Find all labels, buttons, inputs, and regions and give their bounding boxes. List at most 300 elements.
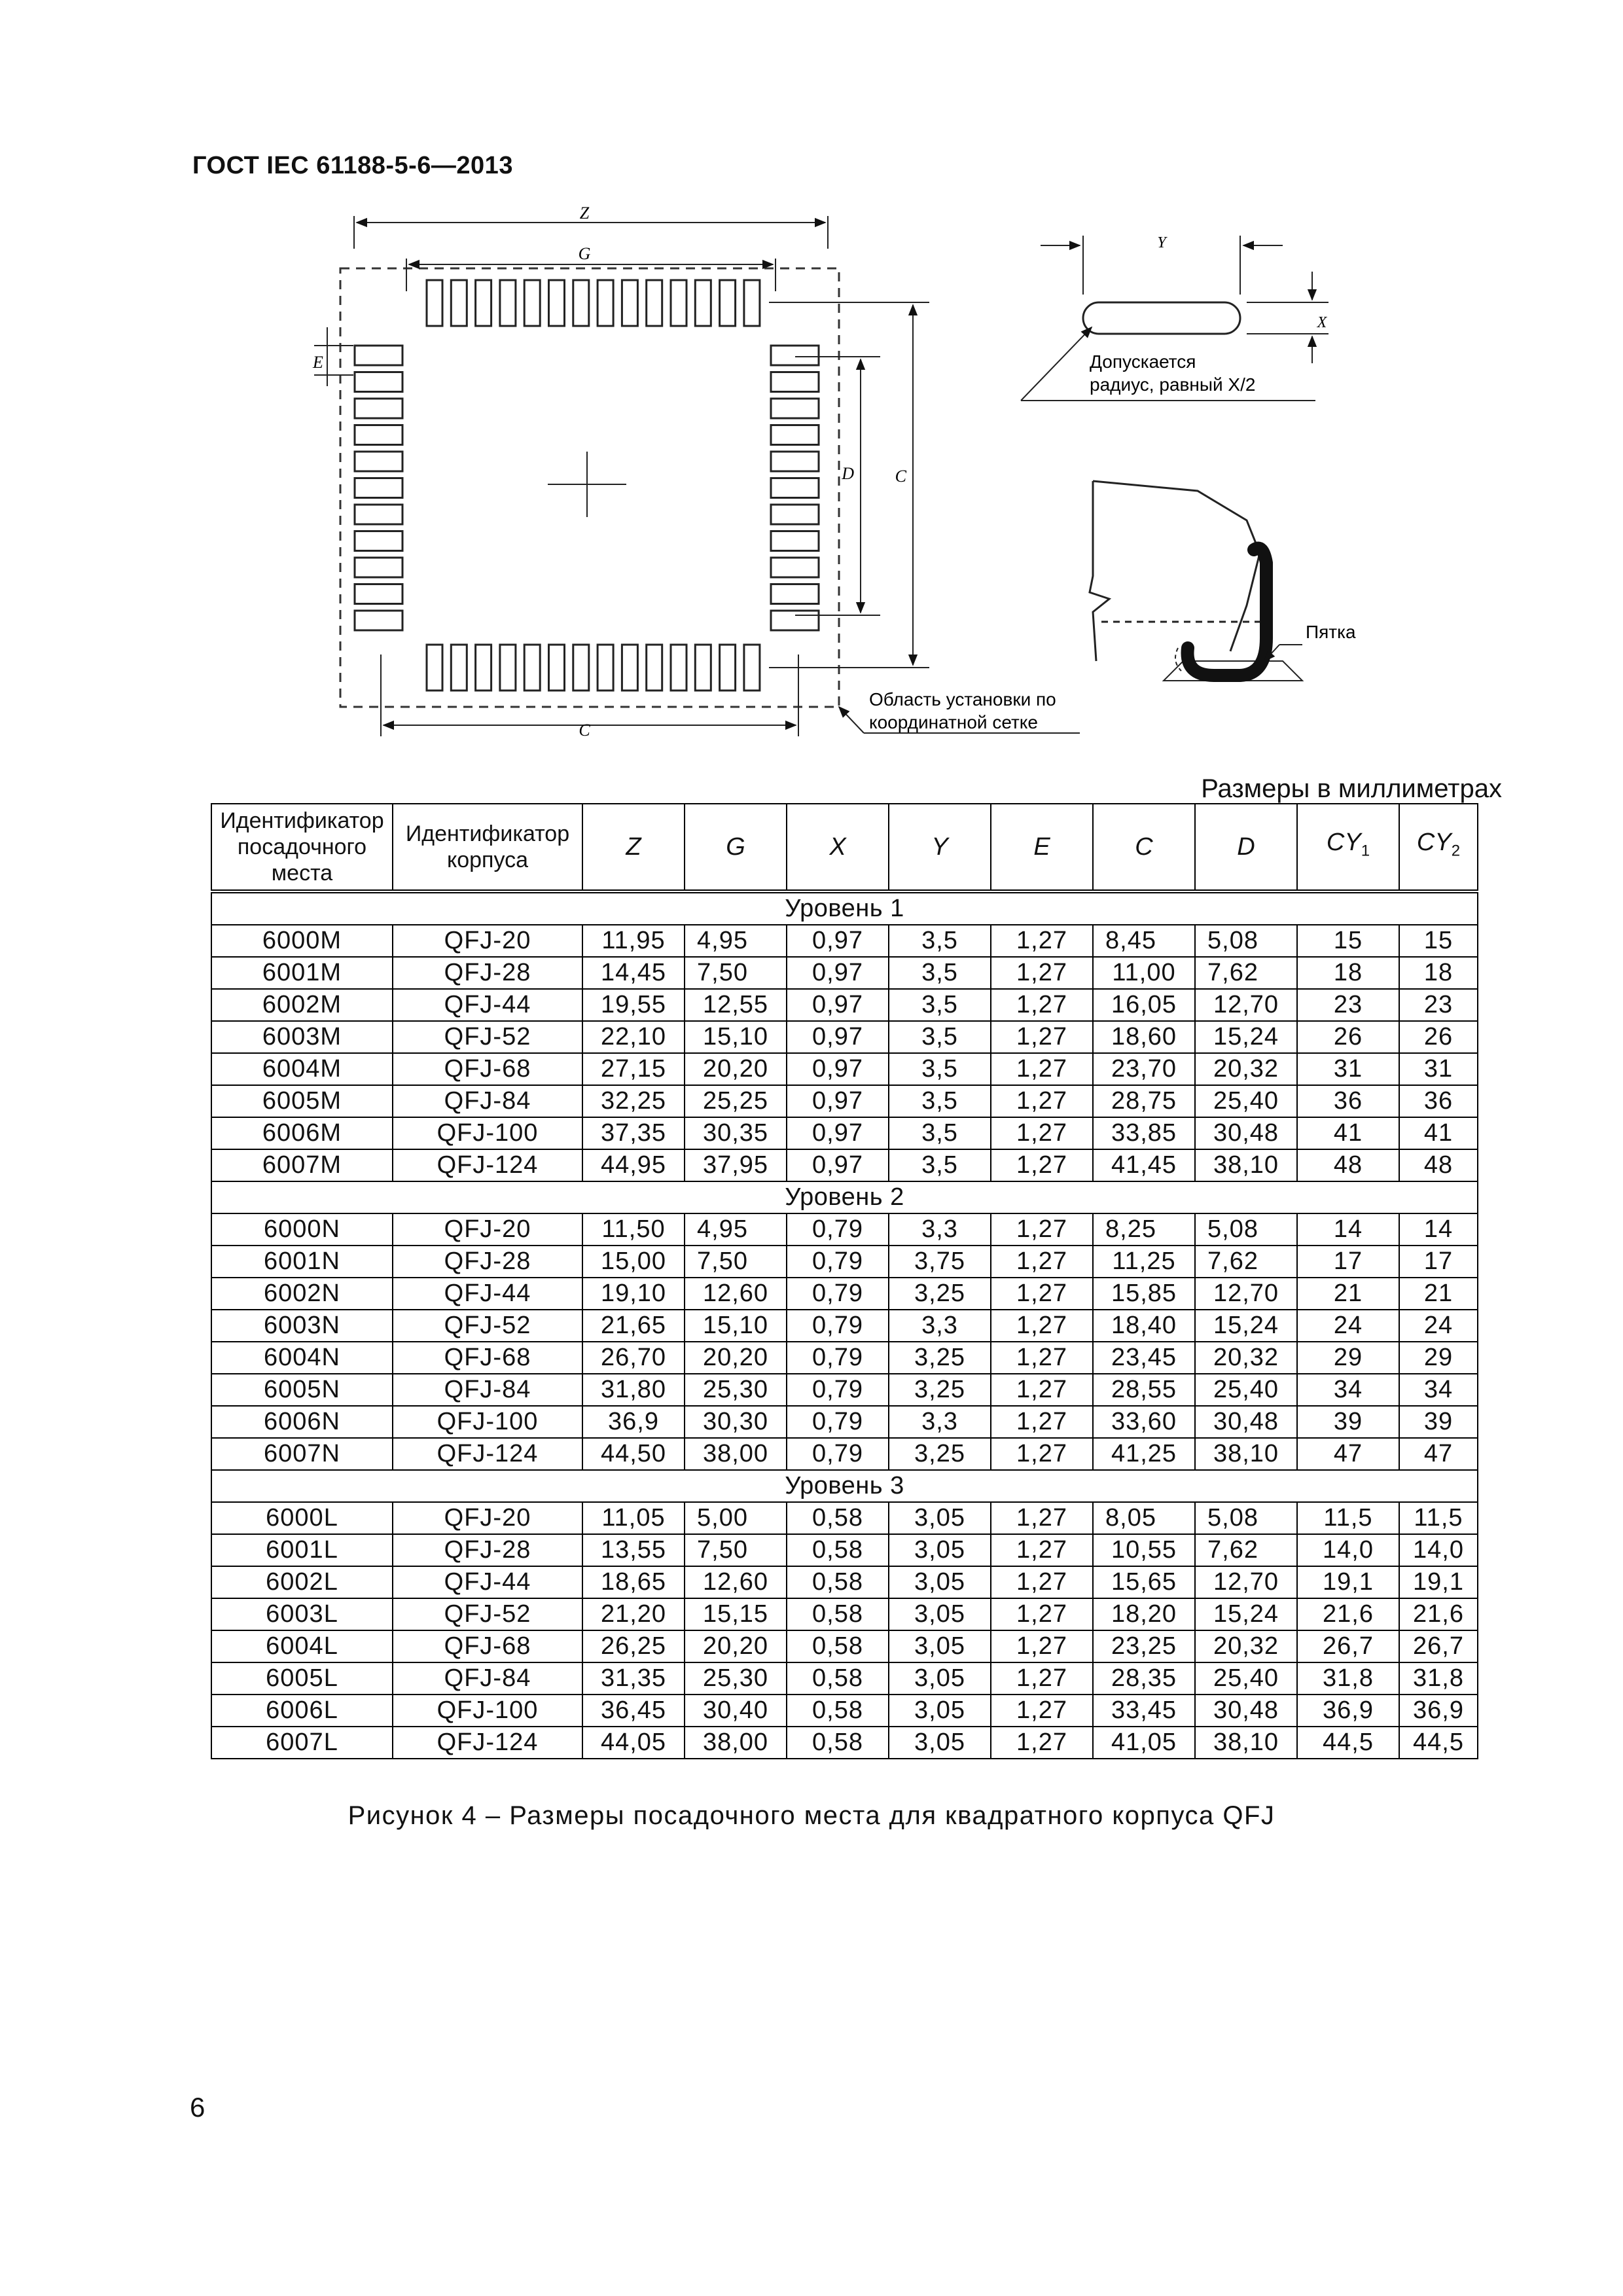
table-cell: QFJ-68 [393, 1630, 582, 1662]
table-cell: 44,5 [1399, 1727, 1478, 1759]
table-row [211, 1085, 1478, 1117]
pad [476, 280, 491, 326]
table-cell: 3,5 [889, 1021, 991, 1053]
table-cell: 44,5 [1297, 1727, 1399, 1759]
table-cell: QFJ-68 [393, 1342, 582, 1374]
col-header-cy1: $CY_1$ [1297, 804, 1399, 891]
table-row [211, 1502, 1478, 1534]
pad [597, 280, 613, 326]
table-cell: 1,27 [991, 1213, 1093, 1246]
table-cell: 21,6 [1399, 1598, 1478, 1630]
table-cell: 19,55 [582, 989, 685, 1021]
table-cell: 36 [1297, 1085, 1399, 1117]
table-row [211, 1278, 1478, 1310]
table-cell: QFJ-52 [393, 1310, 582, 1342]
table-cell: 44,50 [582, 1438, 685, 1470]
table-cell: 15,24 [1195, 1598, 1297, 1630]
table-cell: 15 [1297, 925, 1399, 957]
pad [720, 645, 736, 691]
pad [720, 280, 736, 326]
table-cell: 30,48 [1195, 1406, 1297, 1438]
table-cell: 3,05 [889, 1598, 991, 1630]
table-cell: 41 [1297, 1117, 1399, 1149]
pad [622, 645, 637, 691]
table-cell: 41,25 [1093, 1438, 1195, 1470]
table-cell: 15,10 [685, 1310, 787, 1342]
note-heel: Пятка [1306, 622, 1356, 642]
table-cell: 31,8 [1399, 1662, 1478, 1695]
table-cell: 22,10 [582, 1021, 685, 1053]
table-cell: QFJ-28 [393, 957, 582, 989]
table-cell: 0,58 [787, 1566, 889, 1598]
table-cell: 0,79 [787, 1342, 889, 1374]
level-label: Уровень 1 [211, 891, 1478, 925]
table-cell: 12,55 [685, 989, 787, 1021]
table-cell: QFJ-124 [393, 1438, 582, 1470]
table-cell: 6005M [211, 1085, 393, 1117]
table-cell: 0,97 [787, 1149, 889, 1181]
table-cell: 34 [1399, 1374, 1478, 1406]
pad [355, 452, 402, 471]
table-cell: 6005N [211, 1374, 393, 1406]
table-cell: 3,25 [889, 1438, 991, 1470]
table-cell: 31,80 [582, 1374, 685, 1406]
table-cell: 15,00 [582, 1246, 685, 1278]
pad [451, 645, 467, 691]
table-cell: 26 [1399, 1021, 1478, 1053]
table-cell: 19,1 [1297, 1566, 1399, 1598]
table-row [211, 1053, 1478, 1085]
table-cell: 26 [1297, 1021, 1399, 1053]
pad [597, 645, 613, 691]
pad [355, 372, 402, 392]
table-cell: 7,50 [685, 1246, 787, 1278]
table-cell: 18 [1399, 957, 1478, 989]
table-cell: 12,70 [1195, 1278, 1297, 1310]
table-cell: 5,00 [685, 1502, 787, 1534]
table-cell: 36 [1399, 1085, 1478, 1117]
table-row [211, 1310, 1478, 1342]
table-cell: QFJ-84 [393, 1374, 582, 1406]
table-cell: 3,3 [889, 1406, 991, 1438]
table-cell: 41,45 [1093, 1149, 1195, 1181]
table-cell: 11,95 [582, 925, 685, 957]
table-cell: 6000M [211, 925, 393, 957]
pad [771, 346, 819, 365]
table-cell: 26,70 [582, 1342, 685, 1374]
col-header-e: E [991, 804, 1093, 891]
pad [771, 558, 819, 577]
table-cell: 25,30 [685, 1374, 787, 1406]
page-number: 6 [190, 2092, 205, 2123]
label-z: Z [579, 204, 590, 223]
table-cell: 32,25 [582, 1085, 685, 1117]
table-cell: 1,27 [991, 1662, 1093, 1695]
table-cell: QFJ-52 [393, 1598, 582, 1630]
table-row [211, 989, 1478, 1021]
table-cell: 30,30 [685, 1406, 787, 1438]
table-cell: QFJ-100 [393, 1406, 582, 1438]
table-cell: QFJ-44 [393, 1566, 582, 1598]
table-cell: 47 [1297, 1438, 1399, 1470]
pad [355, 425, 402, 445]
pad [695, 280, 711, 326]
table-cell: 1,27 [991, 1566, 1093, 1598]
table-cell: 19,10 [582, 1278, 685, 1310]
table-row [211, 1598, 1478, 1630]
pad-detail [1083, 302, 1240, 334]
table-cell: 6007N [211, 1438, 393, 1470]
table-cell: 6002M [211, 989, 393, 1021]
pad [744, 280, 760, 326]
table-cell: 11,25 [1093, 1246, 1195, 1278]
table-cell: 0,79 [787, 1374, 889, 1406]
table-cell: 0,97 [787, 989, 889, 1021]
table-row [211, 1406, 1478, 1438]
table-cell: 1,27 [991, 1406, 1093, 1438]
table-cell: 3,75 [889, 1246, 991, 1278]
col-header-c: C [1093, 804, 1195, 891]
table-cell: 0,97 [787, 957, 889, 989]
table-cell: 6005L [211, 1662, 393, 1695]
table-cell: 1,27 [991, 1085, 1093, 1117]
table-cell: 0,58 [787, 1662, 889, 1695]
table-cell: 15,85 [1093, 1278, 1195, 1310]
table-cell: 6001L [211, 1534, 393, 1566]
table-cell: 6006M [211, 1117, 393, 1149]
table-cell: 38,10 [1195, 1727, 1297, 1759]
table-cell: 25,40 [1195, 1085, 1297, 1117]
table-cell: 7,62 [1195, 1246, 1297, 1278]
label-x: X [1317, 314, 1327, 331]
table-cell: 1,27 [991, 1310, 1093, 1342]
table-cell: 3,25 [889, 1278, 991, 1310]
col-header-package-id: Идентификатор корпуса [393, 804, 582, 891]
table-cell: 11,05 [582, 1502, 685, 1534]
table-cell: 14,0 [1399, 1534, 1478, 1566]
pad [771, 452, 819, 471]
pad [771, 425, 819, 445]
table-cell: 24 [1297, 1310, 1399, 1342]
table-cell: QFJ-28 [393, 1534, 582, 1566]
table-cell: 26,25 [582, 1630, 685, 1662]
table-cell: QFJ-100 [393, 1117, 582, 1149]
table-cell: 48 [1399, 1149, 1478, 1181]
table-cell: QFJ-124 [393, 1149, 582, 1181]
note-courtyard-line1: Область установки по [869, 689, 1056, 709]
table-cell: 6000N [211, 1213, 393, 1246]
table-cell: 3,05 [889, 1695, 991, 1727]
table-cell: 38,10 [1195, 1149, 1297, 1181]
dimensions-table [211, 803, 1478, 1759]
table-cell: 6007L [211, 1727, 393, 1759]
table-row [211, 1021, 1478, 1053]
pad [671, 280, 687, 326]
table-cell: 1,27 [991, 1374, 1093, 1406]
table-cell: 6003N [211, 1310, 393, 1342]
courtyard-outline [340, 268, 839, 707]
table-cell: 0,58 [787, 1534, 889, 1566]
pad [771, 372, 819, 392]
table-cell: 21 [1399, 1278, 1478, 1310]
table-row [211, 1246, 1478, 1278]
table-cell: QFJ-44 [393, 1278, 582, 1310]
table-cell: 23 [1297, 989, 1399, 1021]
table-cell: 36,9 [1399, 1695, 1478, 1727]
table-cell: 34 [1297, 1374, 1399, 1406]
table-cell: 23,25 [1093, 1630, 1195, 1662]
pad [771, 584, 819, 604]
table-cell: 15,10 [685, 1021, 787, 1053]
table-cell: 0,79 [787, 1246, 889, 1278]
col-header-land-pattern-id: Идентификатор посадочного места [211, 804, 393, 891]
pad [355, 346, 402, 365]
table-cell: QFJ-28 [393, 1246, 582, 1278]
table-cell: 18,20 [1093, 1598, 1195, 1630]
table-cell: 1,27 [991, 1502, 1093, 1534]
table-cell: 3,5 [889, 1085, 991, 1117]
table-cell: 10,55 [1093, 1534, 1195, 1566]
table-row [211, 1342, 1478, 1374]
pad [771, 505, 819, 524]
table-cell: 11,00 [1093, 957, 1195, 989]
table-cell: 1,27 [991, 1117, 1093, 1149]
table-cell: 3,5 [889, 957, 991, 989]
table-cell: 1,27 [991, 1342, 1093, 1374]
table-row [211, 1374, 1478, 1406]
table-cell: 11,5 [1399, 1502, 1478, 1534]
table-cell: 18 [1297, 957, 1399, 989]
table-cell: 3,5 [889, 925, 991, 957]
table-cell: 6007M [211, 1149, 393, 1181]
table-cell: 36,45 [582, 1695, 685, 1727]
table-cell: QFJ-68 [393, 1053, 582, 1085]
label-y: Y [1157, 234, 1166, 251]
note-courtyard-line2: координатной сетке [869, 712, 1038, 732]
table-cell: 4,95 [685, 1213, 787, 1246]
table-cell: 1,27 [991, 1727, 1093, 1759]
pad [427, 645, 442, 691]
table-cell: 33,60 [1093, 1406, 1195, 1438]
table-cell: 1,27 [991, 1695, 1093, 1727]
table-cell: 36,9 [582, 1406, 685, 1438]
pad [647, 280, 662, 326]
table-cell: QFJ-20 [393, 925, 582, 957]
col-header-x: X [787, 804, 889, 891]
table-cell: 21,20 [582, 1598, 685, 1630]
pad [573, 645, 589, 691]
table-cell: QFJ-100 [393, 1695, 582, 1727]
table-cell: 5,08 [1195, 925, 1297, 957]
table-cell: 1,27 [991, 1149, 1093, 1181]
table-cell: 12,70 [1195, 989, 1297, 1021]
table-cell: 6006N [211, 1406, 393, 1438]
table-cell: 15,24 [1195, 1310, 1297, 1342]
table-row [211, 1534, 1478, 1566]
table-cell: QFJ-20 [393, 1502, 582, 1534]
table-cell: 25,30 [685, 1662, 787, 1695]
table-cell: 17 [1297, 1246, 1399, 1278]
table-cell: 0,97 [787, 1053, 889, 1085]
table-cell: 20,20 [685, 1630, 787, 1662]
table-cell: 21,6 [1297, 1598, 1399, 1630]
table-cell: 6001M [211, 957, 393, 989]
pad [771, 478, 819, 498]
col-header-cy2: $CY_2$ [1399, 804, 1478, 891]
table-cell: 3,5 [889, 989, 991, 1021]
table-cell: 6003L [211, 1598, 393, 1630]
table-cell: 1,27 [991, 1534, 1093, 1566]
table-cell: 0,58 [787, 1695, 889, 1727]
table-cell: 7,50 [685, 957, 787, 989]
table-cell: 17 [1399, 1246, 1478, 1278]
table-cell: 0,97 [787, 925, 889, 957]
table-cell: 3,05 [889, 1630, 991, 1662]
table-cell: 0,58 [787, 1630, 889, 1662]
table-cell: 1,27 [991, 1438, 1093, 1470]
table-cell: 7,62 [1195, 1534, 1297, 1566]
table-cell: 1,27 [991, 1021, 1093, 1053]
table-cell: 23,45 [1093, 1342, 1195, 1374]
label-e: E [313, 353, 323, 372]
table-cell: 20,32 [1195, 1630, 1297, 1662]
table-cell: 6004L [211, 1630, 393, 1662]
pad [355, 584, 402, 604]
table-cell: 3,25 [889, 1374, 991, 1406]
table-cell: 1,27 [991, 1598, 1093, 1630]
table-cell: 8,45 [1093, 925, 1195, 957]
table-cell: 0,58 [787, 1727, 889, 1759]
table-cell: 37,35 [582, 1117, 685, 1149]
figure-caption: Рисунок 4 – Размеры посадочного места для квадратного корпуса QFJ [348, 1801, 1275, 1830]
pad [500, 645, 516, 691]
table-cell: 18,40 [1093, 1310, 1195, 1342]
table-cell: 1,27 [991, 1630, 1093, 1662]
pad [647, 645, 662, 691]
pad [355, 531, 402, 551]
table-cell: 7,50 [685, 1534, 787, 1566]
table-cell: 6003M [211, 1021, 393, 1053]
table-cell: QFJ-52 [393, 1021, 582, 1053]
table-cell: 12,60 [685, 1278, 787, 1310]
table-cell: 6004N [211, 1342, 393, 1374]
level-row [211, 1181, 1478, 1213]
table-cell: 25,25 [685, 1085, 787, 1117]
table-cell: 31,35 [582, 1662, 685, 1695]
table-cell: 8,25 [1093, 1213, 1195, 1246]
table-cell: 0,97 [787, 1117, 889, 1149]
table-cell: 48 [1297, 1149, 1399, 1181]
pad [771, 611, 819, 630]
table-cell: 44,95 [582, 1149, 685, 1181]
table-cell: 0,79 [787, 1310, 889, 1342]
table-cell: 11,50 [582, 1213, 685, 1246]
pad [476, 645, 491, 691]
col-header-d: D [1195, 804, 1297, 891]
table-cell: 13,55 [582, 1534, 685, 1566]
table-cell: 30,48 [1195, 1117, 1297, 1149]
table-cell: 3,05 [889, 1662, 991, 1695]
pad [622, 280, 637, 326]
table-cell: 36,9 [1297, 1695, 1399, 1727]
pad [500, 280, 516, 326]
table-cell: 33,45 [1093, 1695, 1195, 1727]
table-cell: 1,27 [991, 957, 1093, 989]
table-cell: 3,5 [889, 1149, 991, 1181]
table-cell: 41 [1399, 1117, 1478, 1149]
table-cell: 1,27 [991, 1246, 1093, 1278]
table-row [211, 1727, 1478, 1759]
table-cell: 28,75 [1093, 1085, 1195, 1117]
table-cell: 30,35 [685, 1117, 787, 1149]
units-note: Размеры в миллиметрах [1201, 774, 1502, 803]
table-cell: 39 [1297, 1406, 1399, 1438]
table-cell: 3,3 [889, 1310, 991, 1342]
table-cell: 1,27 [991, 989, 1093, 1021]
table-cell: 47 [1399, 1438, 1478, 1470]
table-cell: 14 [1297, 1213, 1399, 1246]
pad [355, 399, 402, 418]
label-c-horizontal: C [579, 721, 590, 740]
table-cell: 8,05 [1093, 1502, 1195, 1534]
table-cell: 4,95 [685, 925, 787, 957]
col-header-g: G [685, 804, 787, 891]
pad [573, 280, 589, 326]
table-cell: 3,05 [889, 1534, 991, 1566]
table-cell: 16,05 [1093, 989, 1195, 1021]
table-cell: 1,27 [991, 925, 1093, 957]
table-cell: 1,27 [991, 1278, 1093, 1310]
table-cell: 6004M [211, 1053, 393, 1085]
pad [771, 399, 819, 418]
table-cell: 5,08 [1195, 1213, 1297, 1246]
table-cell: 20,32 [1195, 1053, 1297, 1085]
table-cell: 6006L [211, 1695, 393, 1727]
land-pattern-figure [0, 0, 1623, 772]
table-cell: 30,40 [685, 1695, 787, 1727]
table-cell: 3,5 [889, 1117, 991, 1149]
col-header-y: Y [889, 804, 991, 891]
table-cell: QFJ-124 [393, 1727, 582, 1759]
level-row [211, 1470, 1478, 1502]
pad [771, 531, 819, 551]
document-header: ГОСТ IEC 61188-5-6—2013 [192, 152, 513, 179]
table-row [211, 1566, 1478, 1598]
table-cell: 38,00 [685, 1727, 787, 1759]
table-row [211, 957, 1478, 989]
table-cell: 14 [1399, 1213, 1478, 1246]
table-cell: 6002L [211, 1566, 393, 1598]
table-cell: 3,5 [889, 1053, 991, 1085]
table-cell: 19,1 [1399, 1566, 1478, 1598]
table-cell: 6000L [211, 1502, 393, 1534]
table-cell: 29 [1297, 1342, 1399, 1374]
table-cell: 1,27 [991, 1053, 1093, 1085]
pad [549, 645, 565, 691]
table-cell: 0,58 [787, 1598, 889, 1630]
j-lead [1188, 548, 1267, 676]
table-cell: 38,00 [685, 1438, 787, 1470]
level-label: Уровень 2 [211, 1181, 1478, 1213]
table-cell: 12,70 [1195, 1566, 1297, 1598]
table-cell: 23 [1399, 989, 1478, 1021]
pad [355, 478, 402, 498]
table-cell: 24 [1399, 1310, 1478, 1342]
table-cell: 3,25 [889, 1342, 991, 1374]
table-cell: 0,79 [787, 1406, 889, 1438]
pad [695, 645, 711, 691]
label-d: D [842, 464, 854, 483]
